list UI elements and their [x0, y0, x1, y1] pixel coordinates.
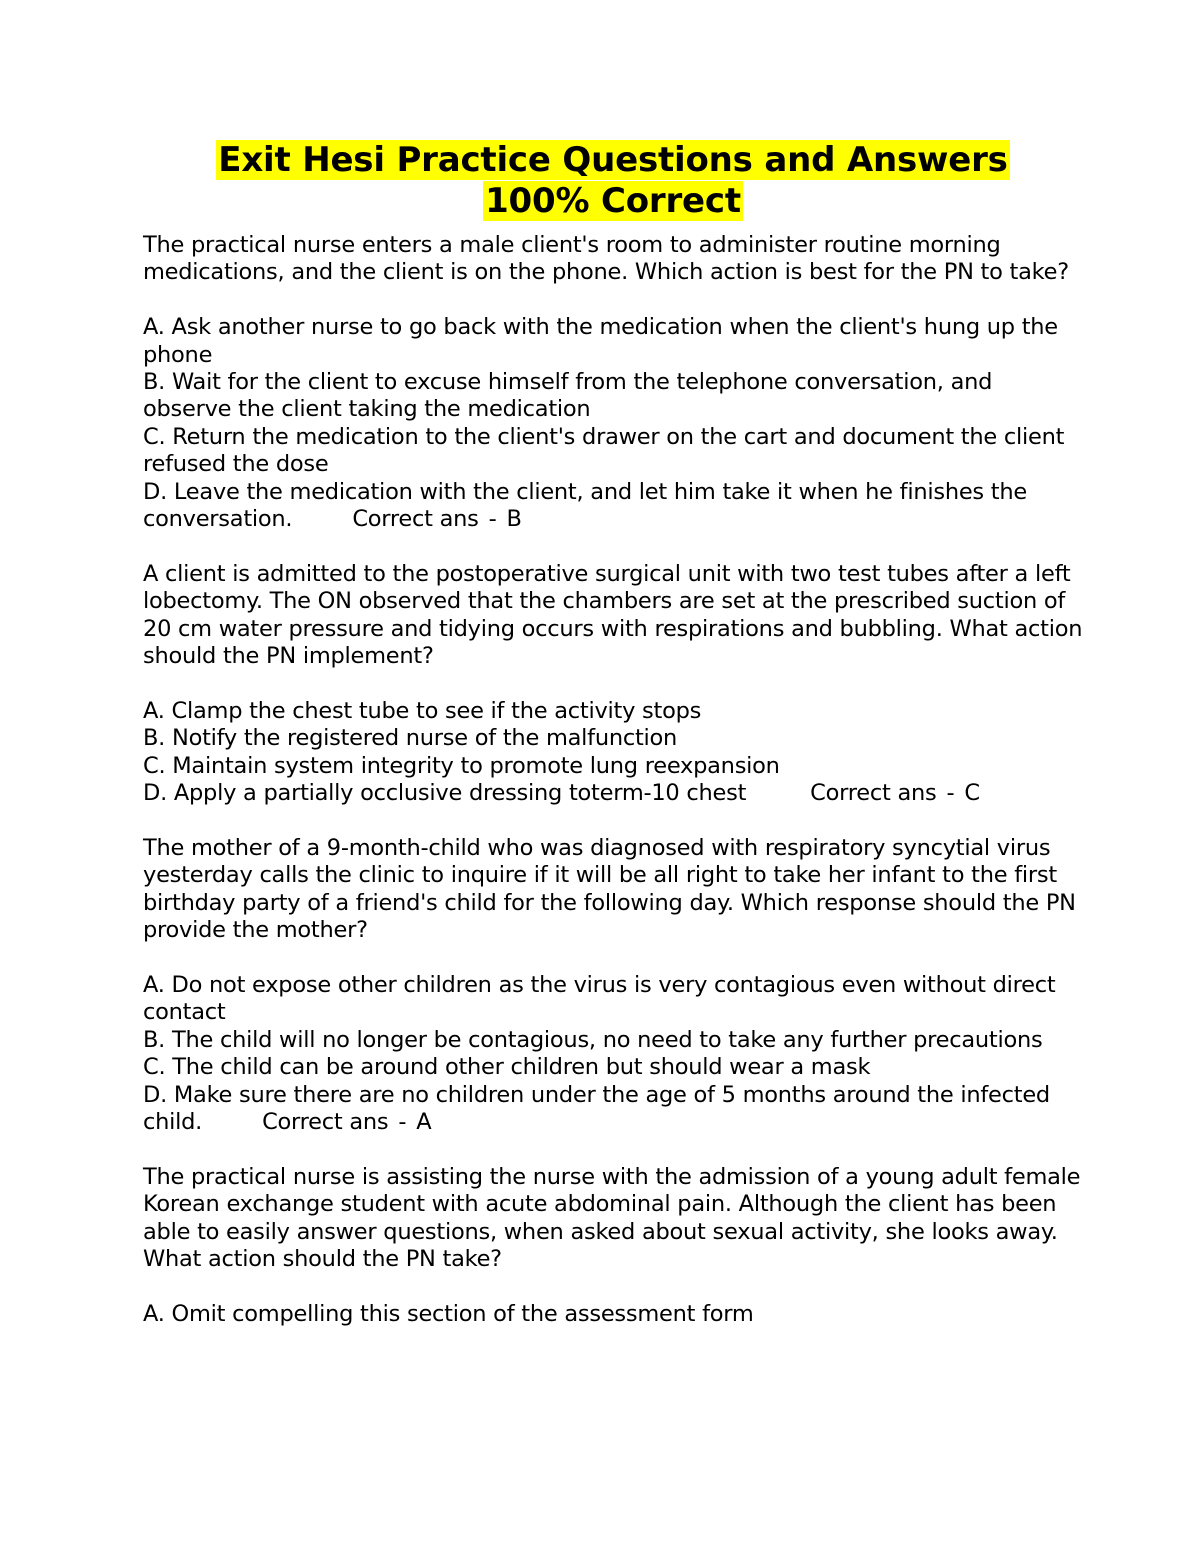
answer-value: C [964, 780, 980, 807]
option-d-text: D. Leave the medication with the client, and let him take it when he finishes the conversation. [143, 478, 1027, 533]
option-a: A. Ask another nurse to go back with the medication when the client's hung up the phone [143, 314, 1058, 368]
option-c: C. Return the medication to the client's drawer on the cart and document the client refused the dose [143, 423, 1065, 478]
option-d [143, 780, 1083, 807]
question-2 [143, 561, 1083, 808]
answer-dash: - [946, 780, 955, 807]
question-3 [143, 835, 1083, 1136]
answer-label: Correct ans [262, 1108, 389, 1135]
option-a: A. Do not expose other children as the virus is very contagious even without direct contact [143, 971, 1056, 1026]
document-page [143, 140, 1083, 1356]
option-d-text: D. Make sure there are no children under the age of 5 months around the infected child. [143, 1081, 1050, 1135]
question-stem: The practical nurse is assisting the nurse with the admission of a young adult female Korean exchange student with acute abdominal pain. Although the client has been able to easily answer questions, when asked about sexual activity, she looks away. What action should the PN take? [143, 1163, 1081, 1272]
question-stem: A client is admitted to the postoperative surgical unit with two test tubes after a left lobectomy. The ON observed that the chambers are set at the prescribed suction of 20 cm water pressure and tidying occurs with respirations and bubbling. What action should the PN implement? [143, 560, 1083, 670]
option-b: B. Notify the registered nurse of the malfunction [143, 725, 678, 752]
answer-value: B [506, 506, 522, 533]
document-title [143, 140, 1083, 222]
title-line-2: 100% Correct [485, 181, 741, 221]
question-1 [143, 232, 1083, 533]
answer-dash: - [488, 506, 497, 533]
option-d [143, 479, 1083, 534]
option-b: B. The child will no longer be contagious, no need to take any further precautions [143, 1026, 1043, 1053]
option-b: B. Wait for the client to excuse himself from the telephone conversation, and observe the client taking the medication [143, 369, 993, 423]
option-d [143, 1082, 1083, 1137]
answer-label: Correct ans [810, 780, 937, 807]
option-a: A. Omit compelling this section of the assessment form [143, 1300, 754, 1327]
option-d-text: D. Apply a partially occlusive dressing toterm-10 chest [143, 780, 747, 807]
question-4 [143, 1164, 1083, 1328]
option-c: C. The child can be around other children but should wear a mask [143, 1054, 871, 1081]
question-stem: The mother of a 9-month-child who was diagnosed with respiratory syncytial virus yesterday calls the clinic to inquire if it will be all right to take her infant to the first birthday party of a friend's child for the following day. Which response should the PN provide the mother? [143, 834, 1076, 944]
answer-dash: - [398, 1108, 407, 1135]
title-line-1: Exit Hesi Practice Questions and Answers [218, 140, 1008, 180]
answer-label: Correct ans [352, 506, 479, 533]
answer-value: A [416, 1108, 432, 1135]
question-stem: The practical nurse enters a male client's room to administer routine morning medications, and the client is on the phone. Which action is best for the PN to take? [143, 232, 1069, 286]
option-c: C. Maintain system integrity to promote lung reexpansion [143, 752, 780, 779]
option-a: A. Clamp the chest tube to see if the activity stops [143, 697, 702, 724]
